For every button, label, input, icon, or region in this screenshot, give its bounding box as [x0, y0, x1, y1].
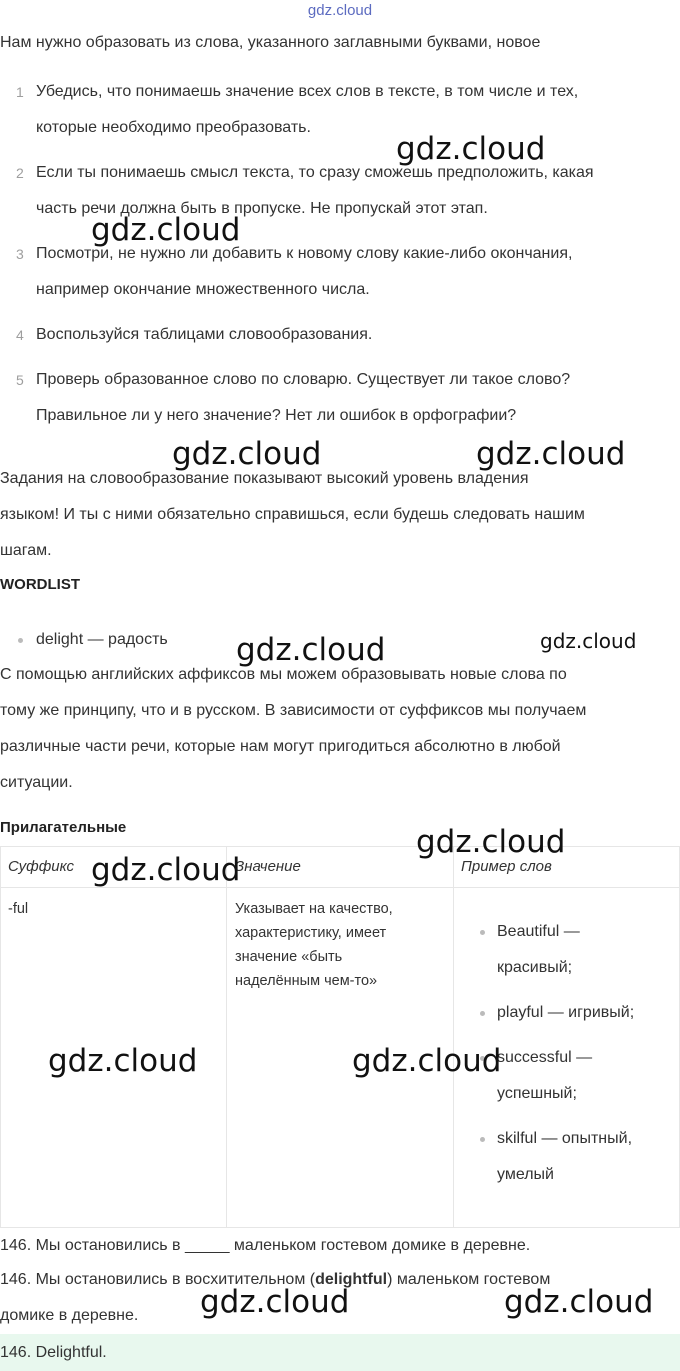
table-cell-meaning: характеристику, имеет — [235, 925, 387, 941]
exercise-filled-word: delightful — [315, 1271, 388, 1288]
table-header-examples: Пример слов — [461, 858, 552, 875]
table-divider — [226, 846, 227, 1228]
watermark: gdz.cloud — [540, 629, 637, 653]
table-cell-suffix: -ful — [8, 901, 29, 917]
example-item: успешный; — [497, 1085, 577, 1102]
watermark: gdz.cloud — [91, 212, 241, 248]
watermark: gdz.cloud — [200, 1284, 350, 1320]
bullet-icon — [480, 1011, 485, 1016]
step-number: 3 — [16, 246, 24, 262]
motivation-text: шагам. — [0, 542, 52, 559]
watermark: gdz.cloud — [172, 436, 322, 472]
wordlist-heading: WORDLIST — [0, 576, 80, 593]
example-item: умелый — [497, 1166, 554, 1183]
site-logo-link[interactable]: gdz.cloud — [307, 2, 373, 19]
exercise-question: 146. Мы остановились в _____ маленьком гостевом домике в деревне. — [0, 1237, 531, 1254]
step-text: Воспользуйся таблицами словообразования. — [36, 326, 373, 343]
watermark: gdz.cloud — [396, 131, 546, 167]
watermark: gdz.cloud — [476, 436, 626, 472]
table-cell-meaning: наделённым чем-то» — [235, 973, 378, 989]
step-text: которые необходимо преобразовать. — [36, 119, 311, 136]
bullet-icon — [480, 1137, 485, 1142]
bullet-icon — [18, 638, 23, 643]
table-header-meaning: Значение — [235, 858, 301, 875]
step-text: Проверь образованное слово по словарю. Существует ли такое слово? — [36, 371, 571, 388]
step-number: 4 — [16, 327, 24, 343]
step-text: например окончание множественного числа. — [36, 281, 370, 298]
example-item: Beautiful — — [497, 923, 580, 940]
step-text: часть речи должна быть в пропуске. Не пропускай этот этап. — [36, 200, 488, 217]
step-text: Правильное ли у него значение? Нет ли ошибок в орфографии? — [36, 407, 517, 424]
step-text: Посмотри, не нужно ли добавить к новому слову какие-либо окончания, — [36, 245, 573, 262]
answer-text: 146. Delightful. — [0, 1344, 107, 1361]
step-text: Если ты понимаешь смысл текста, то сразу сможешь предположить, какая — [36, 164, 594, 181]
exercise-filled-line2: домике в деревне. — [0, 1307, 139, 1324]
exercise-filled-part: 146. Мы остановились в восхитительном ( — [0, 1271, 316, 1288]
step-number: 1 — [16, 84, 24, 100]
table-cell-meaning: значение «быть — [235, 949, 343, 965]
step-number: 2 — [16, 165, 24, 181]
watermark: gdz.cloud — [352, 1043, 502, 1079]
step-number: 5 — [16, 372, 24, 388]
watermark: gdz.cloud — [504, 1284, 654, 1320]
motivation-text: языком! И ты с ними обязательно справишься, если будешь следовать нашим — [0, 506, 585, 523]
example-item: skilful — опытный, — [497, 1130, 633, 1147]
watermark: gdz.cloud — [236, 632, 386, 668]
watermark: gdz.cloud — [91, 852, 241, 888]
wordlist-item: delight — радость — [36, 631, 168, 648]
motivation-text: Задания на словообразование показывают высокий уровень владения — [0, 470, 529, 487]
exercise-filled-part: ) маленьком гостевом — [387, 1271, 551, 1288]
example-item: playful — игривый; — [497, 1004, 635, 1021]
table-cell-meaning: Указывает на качество, — [235, 901, 393, 917]
watermark: gdz.cloud — [48, 1043, 198, 1079]
watermark: gdz.cloud — [416, 824, 566, 860]
table-divider — [453, 846, 454, 1228]
affixes-text: ситуации. — [0, 774, 73, 791]
step-text: Убедись, что понимаешь значение всех слов в тексте, в том числе и тех, — [36, 83, 579, 100]
example-item: красивый; — [497, 959, 573, 976]
affixes-text: тому же принципу, что и в русском. В зависимости от суффиксов мы получаем — [0, 702, 587, 719]
table-header-suffix: Суффикс — [8, 858, 74, 875]
affixes-text: различные части речи, которые нам могут пригодиться абсолютно в любой — [0, 738, 561, 755]
intro-text: Нам нужно образовать из слова, указанного заглавными буквами, новое — [0, 34, 541, 51]
table-title: Прилагательные — [0, 819, 127, 836]
bullet-icon — [480, 930, 485, 935]
example-item: successful — — [497, 1049, 593, 1066]
affixes-text: С помощью английских аффиксов мы можем образовывать новые слова по — [0, 666, 567, 683]
